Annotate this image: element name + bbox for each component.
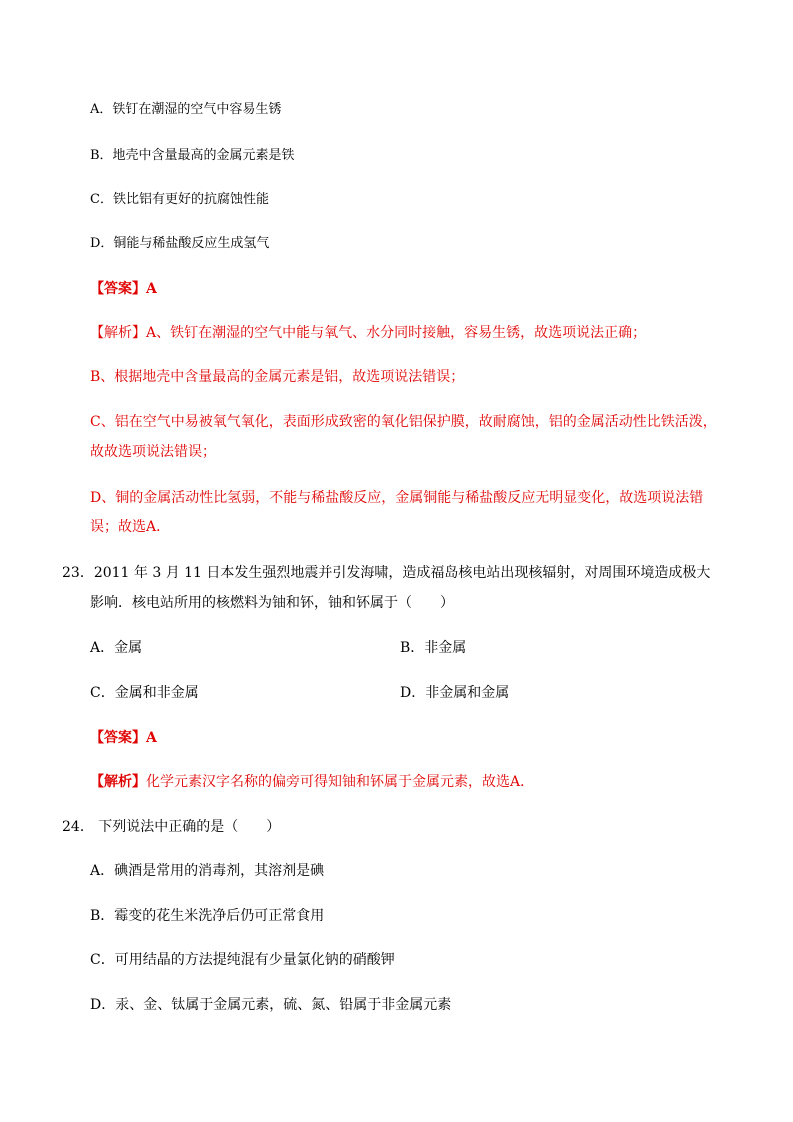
q24-stem: 24． 下列说法中正确的是（ ） xyxy=(62,819,281,835)
analysis-text: 化学元素汉字名称的偏旁可得知铀和钚属于金属元素，故选A． xyxy=(146,774,535,790)
q24-option-a: A．碘酒是常用的消毒剂，其溶剂是碘 xyxy=(90,863,325,879)
answer-value: A xyxy=(146,730,157,746)
answer-label: 【答案】 xyxy=(90,730,146,746)
q22-option-d: D．铜能与稀盐酸反应生成氢气 xyxy=(90,236,270,251)
q23-analysis xyxy=(90,772,534,792)
q23-option-c: C．金属和非金属 xyxy=(90,685,199,701)
q22-answer xyxy=(90,279,157,299)
q23-answer xyxy=(90,728,157,748)
q23-option-b: B．非金属 xyxy=(400,640,467,656)
q22-analysis-line: 【解析】A、铁钉在潮湿的空气中能与氧气、水分同时接触，容易生锈，故选项说法正确； xyxy=(90,325,647,341)
q23-option-a: A．金属 xyxy=(90,640,143,656)
analysis-label: 【解析】 xyxy=(90,774,146,790)
q22-analysis-line: 故故选项说法错误； xyxy=(90,444,216,460)
q22-analysis-line: B、根据地壳中含量最高的金属元素是铝，故选项说法错误； xyxy=(90,369,465,385)
q24-option-d: D．汞、金、钛属于金属元素，硫、氮、铅属于非金属元素 xyxy=(90,997,452,1013)
answer-value: A xyxy=(146,281,157,297)
q23-stem-line: 影响．核电站所用的核燃料为铀和钚，铀和钚属于（ ） xyxy=(90,595,454,611)
q22-option-b: B．地壳中含量最高的金属元素是铁 xyxy=(90,148,295,163)
q22-analysis-line: C、铝在空气中易被氧气氧化，表面形成致密的氧化铝保护膜，故耐腐蚀，铝的金属活动性比铁活泼， xyxy=(90,414,717,430)
q22-analysis-line: D、铜的金属活动性比氢弱，不能与稀盐酸反应，金属铜能与稀盐酸反应无明显变化，故选项说法错 xyxy=(90,490,704,506)
q23-stem-line: 23．2011 年 3 月 11 日本发生强烈地震并引发海啸，造成福岛核电站出现核辐射，对周围环境造成极大 xyxy=(62,565,711,581)
q22-option-c: C．铁比铝有更好的抗腐蚀性能 xyxy=(90,192,269,207)
answer-label: 【答案】 xyxy=(90,281,146,297)
q23-option-d: D．非金属和金属 xyxy=(400,685,510,701)
q22-analysis-line: 误；故选A． xyxy=(90,519,171,535)
q22-option-a: A．铁钉在潮湿的空气中容易生锈 xyxy=(90,102,282,117)
q24-option-c: C．可用结晶的方法提纯混有少量氯化钠的硝酸钾 xyxy=(90,952,395,968)
q24-option-b: B．霉变的花生米洗净后仍可正常食用 xyxy=(90,908,325,924)
